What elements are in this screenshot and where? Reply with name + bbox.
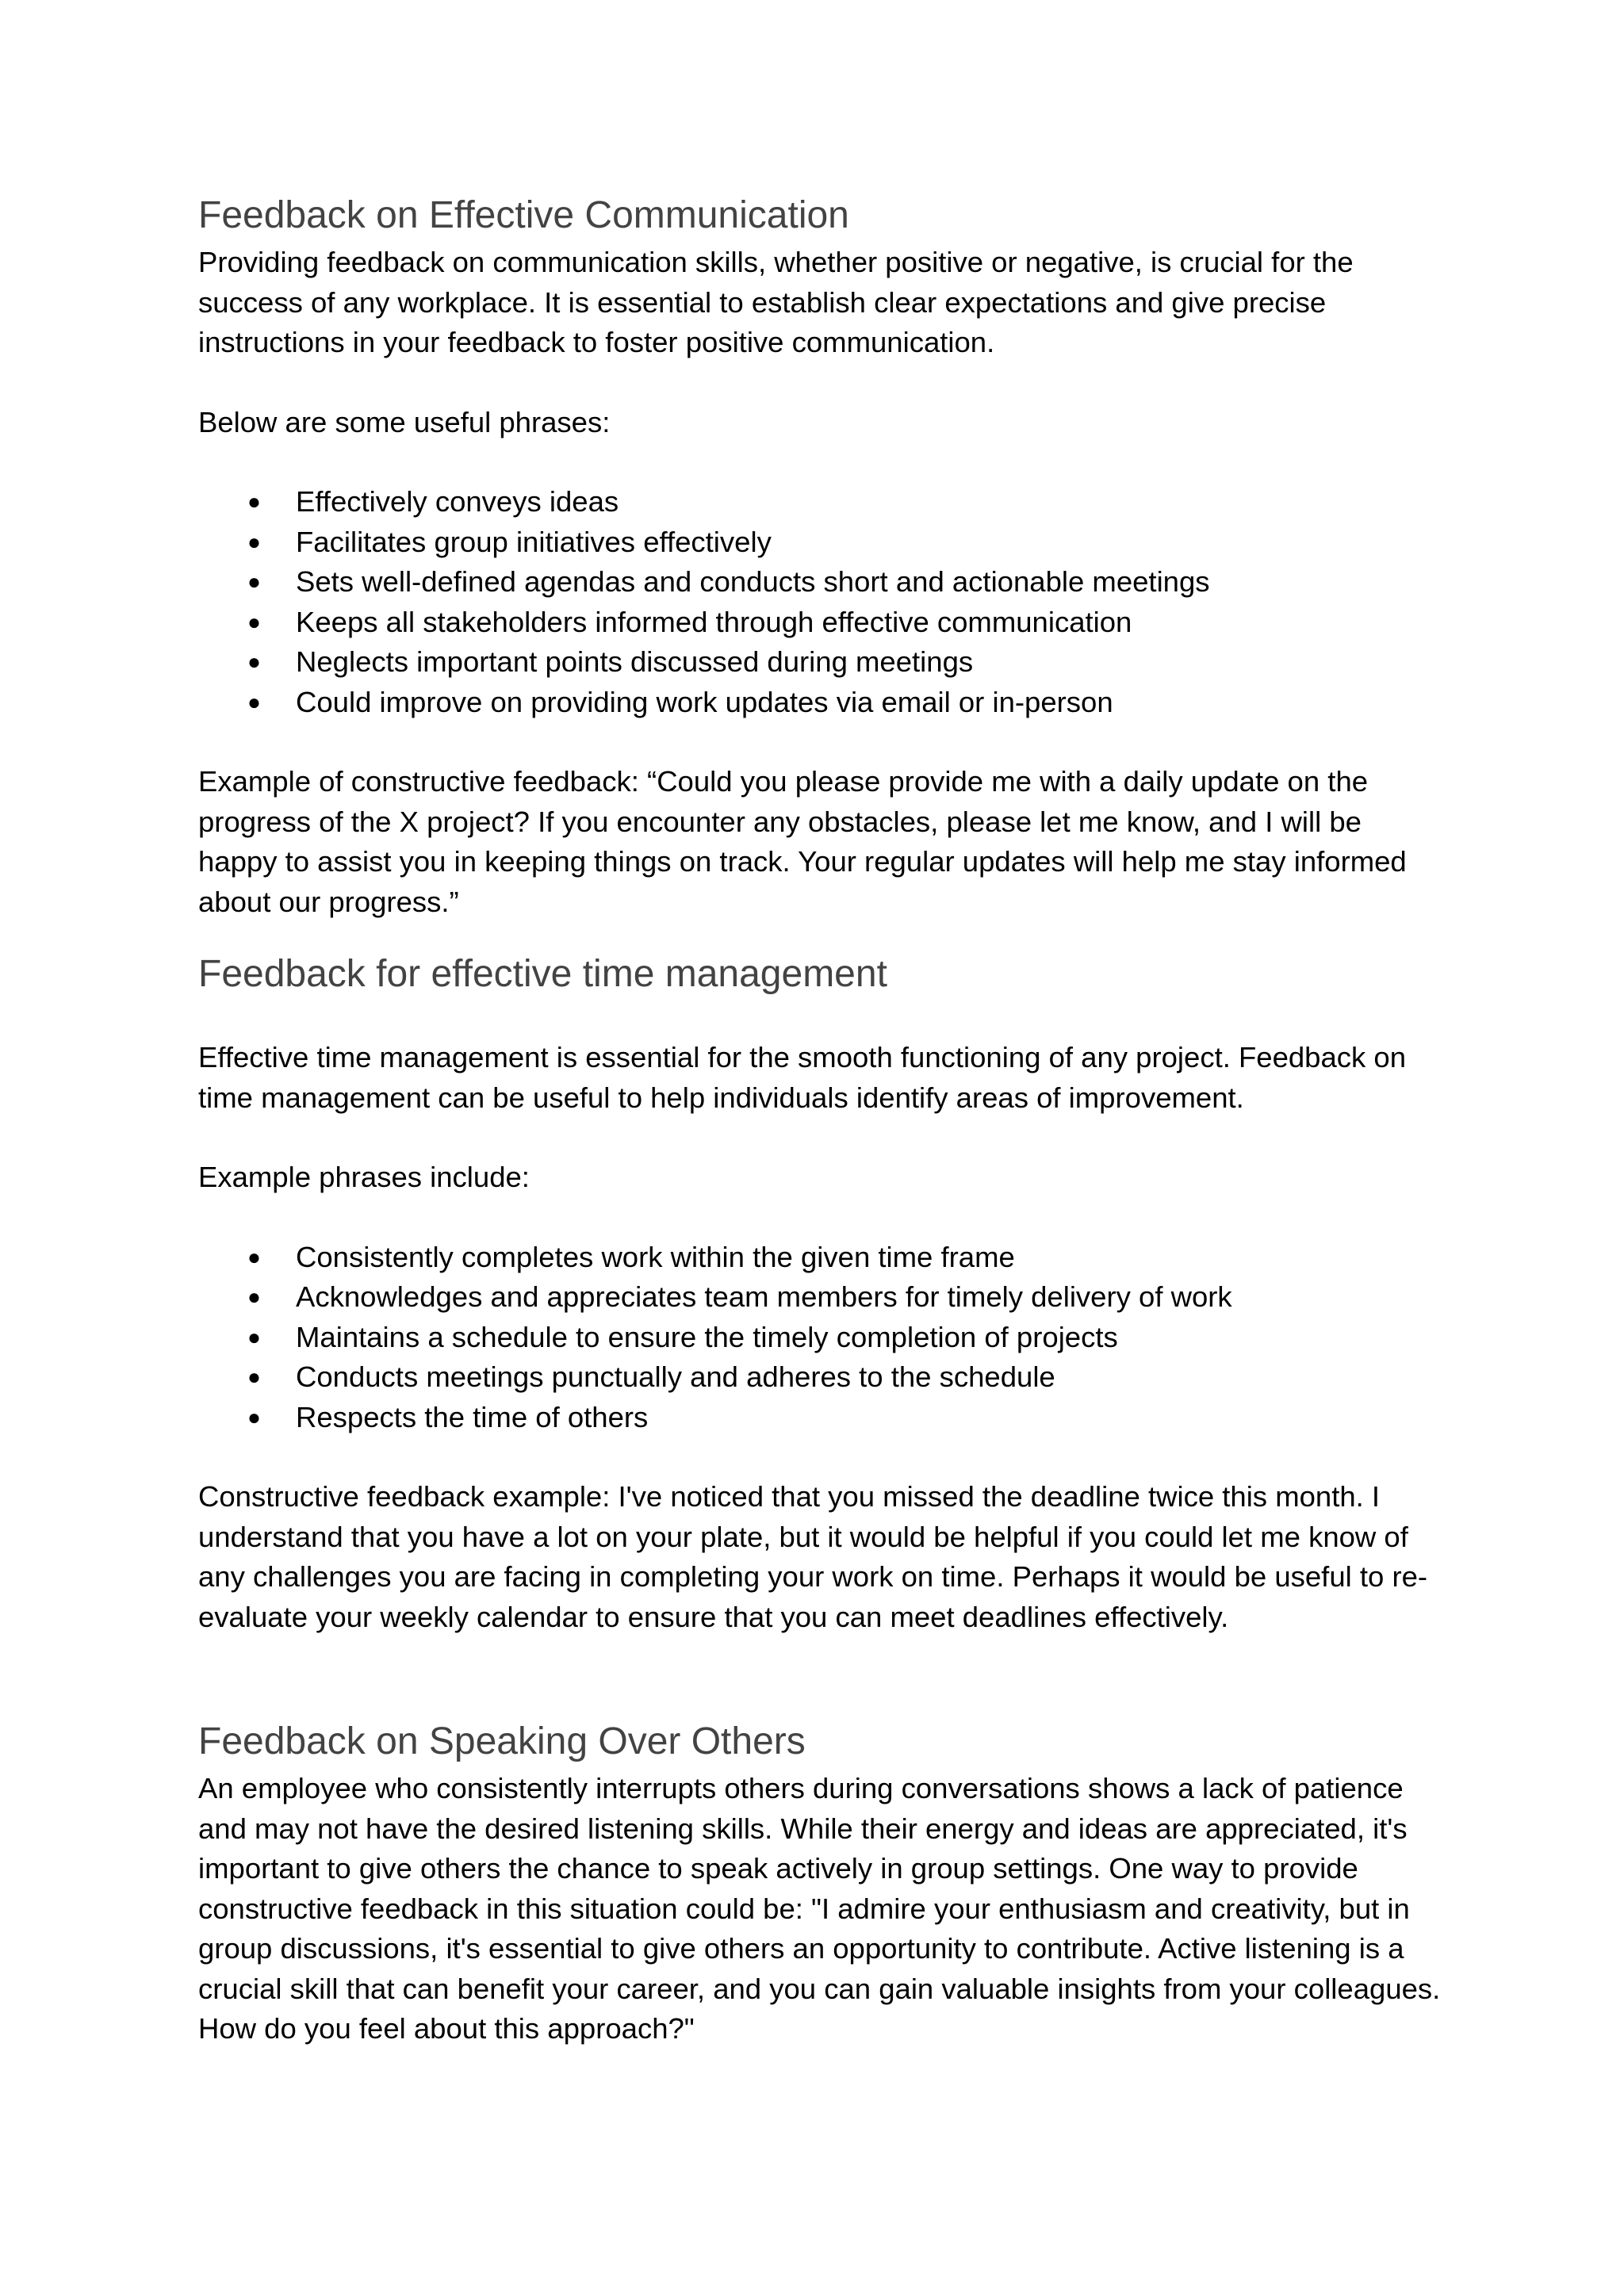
list-item-text: Conducts meetings punctually and adheres to the schedule [296,1360,1055,1393]
bullet-icon: ● [247,1244,261,1269]
list-item [198,603,1443,643]
bullet-icon: ● [247,569,261,594]
document-page [198,190,1443,2049]
section-intro: Effective time management is essential for the smooth functioning of any project. Feedback on time management can be useful to help individuals identify areas of improvement. [198,1041,1407,1114]
list-item [198,1398,1443,1438]
list-item-text: Maintains a schedule to ensure the timely completion of projects [296,1320,1118,1353]
section-lead: Example phrases include: [198,1161,530,1193]
list-item [198,562,1443,603]
list-item [198,482,1443,522]
list-item-text: Neglects important points discussed during meetings [296,645,974,678]
section-example: Constructive feedback example: I've noticed that you missed the deadline twice this month. I understand that you have a lot on your plate, but it would be helpful if you could let me know of any challenges you are facing in completing your work on time. Perhaps it would be useful to re-evaluate your weekly calendar to ensure that you can meet deadlines effectively. [198,1480,1428,1633]
list-item-text: Could improve on providing work updates via email or in-person [296,685,1113,718]
list-item-text: Sets well-defined agendas and conducts short and actionable meetings [296,565,1210,598]
bullet-icon: ● [247,689,261,714]
phrase-list [198,1238,1443,1438]
list-item [198,522,1443,563]
list-item-text: Facilitates group initiatives effectively [296,525,772,558]
bullet-icon: ● [247,1404,261,1429]
list-item [198,1318,1443,1358]
section-lead: Below are some useful phrases: [198,405,611,438]
list-item [198,1238,1443,1278]
list-item [198,683,1443,723]
list-item-text: Consistently completes work within the given time frame [296,1240,1015,1273]
bullet-icon: ● [247,1284,261,1309]
list-item [198,1357,1443,1398]
list-item [198,642,1443,683]
section-heading: Feedback on Effective Communication [198,194,849,236]
section-heading: Feedback on Speaking Over Others [198,1720,806,1762]
bullet-icon: ● [247,1364,261,1389]
bullet-icon: ● [247,529,261,554]
list-item-text: Keeps all stakeholders informed through effective communication [296,605,1132,638]
section-example: Example of constructive feedback: “Could you please provide me with a daily update on the progress of the X project? If you encounter any obstacles, please let me know, and I will be happy to assist you in keeping things on track. Your regular updates will help me stay informed about our progress.” [198,765,1407,918]
list-item-text: Respects the time of others [296,1400,649,1433]
list-item [198,1277,1443,1318]
phrase-list [198,482,1443,722]
section-intro: Providing feedback on communication skills, whether positive or negative, is crucial for the success of any workplace. It is essential to establish clear expectations and give precise instructions in your feedback to foster positive communication. [198,246,1354,358]
list-item-text: Acknowledges and appreciates team members for timely delivery of work [296,1280,1232,1313]
list-item-text: Effectively conveys ideas [296,485,619,518]
bullet-icon: ● [247,609,261,634]
bullet-icon: ● [247,1324,261,1349]
bullet-icon: ● [247,649,261,674]
section-heading: Feedback for effective time management [198,953,887,995]
bullet-icon: ● [247,489,261,514]
section-body: An employee who consistently interrupts others during conversations shows a lack of patience and may not have the desired listening skills. While their energy and ideas are appreciated, it's important to give others the chance to speak actively in group settings. One way to provide constructive feedback in this situation could be: "I admire your enthusiasm and creativity, but in group discussions, it's essential to give others an opportunity to contribute. Active listening is a crucial skill that can benefit your career, and you can gain valuable insights from your colleagues. How do you feel about this approach?" [198,1772,1441,2045]
